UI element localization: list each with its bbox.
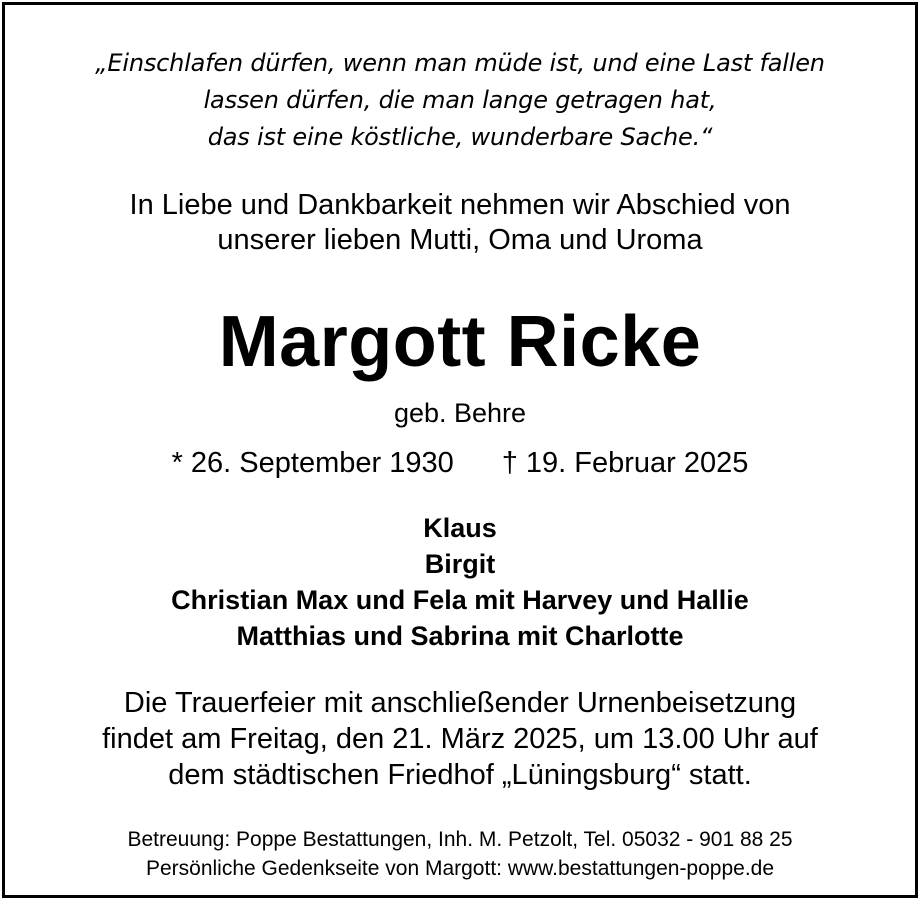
birth-name: geb. Behre — [393, 398, 527, 428]
quote-line-1: „Einschlafen dürfen, wenn man müde ist, und eine Last fallen — [95, 49, 825, 77]
quote-block — [5, 45, 915, 156]
funeral-line-2: findet am Freitag, den 21. März 2025, um 13.00 Uhr auf — [102, 723, 818, 755]
intro-line-1: In Liebe und Dankbarkeit nehmen wir Abschied von — [129, 189, 791, 221]
footer-block — [5, 825, 915, 883]
family-member: Birgit — [424, 549, 496, 579]
family-member: Christian Max und Fela mit Harvey und Hallie — [171, 585, 749, 615]
family-member: Klaus — [423, 513, 497, 543]
deceased-name: Margott Ricke — [218, 302, 702, 382]
intro-block — [5, 188, 915, 258]
quote-line-2: lassen dürfen, die man lange getragen hat, — [203, 86, 717, 114]
life-dates — [5, 445, 915, 481]
obituary-notice — [2, 2, 918, 898]
funeral-line-1: Die Trauerfeier mit anschließender Urnenbeisetzung — [123, 687, 797, 719]
quote-line-3: das ist eine köstliche, wunderbare Sache.“ — [207, 123, 713, 151]
funeral-line-3: dem städtischen Friedhof „Lüningsburg“ statt. — [168, 759, 752, 791]
funeral-details — [5, 685, 915, 793]
intro-line-2: unserer lieben Mutti, Oma und Uroma — [217, 224, 703, 256]
memorial-page-info: Persönliche Gedenkseite von Margott: www.bestattungen-poppe.de — [145, 857, 775, 880]
birth-date: * 26. September 1930 — [171, 447, 454, 479]
undertaker-info: Betreuung: Poppe Bestattungen, Inh. M. Petzolt, Tel. 05032 - 901 88 25 — [127, 828, 793, 851]
family-list — [5, 510, 915, 654]
family-member: Matthias und Sabrina mit Charlotte — [236, 621, 684, 651]
death-date: † 19. Februar 2025 — [501, 447, 749, 479]
